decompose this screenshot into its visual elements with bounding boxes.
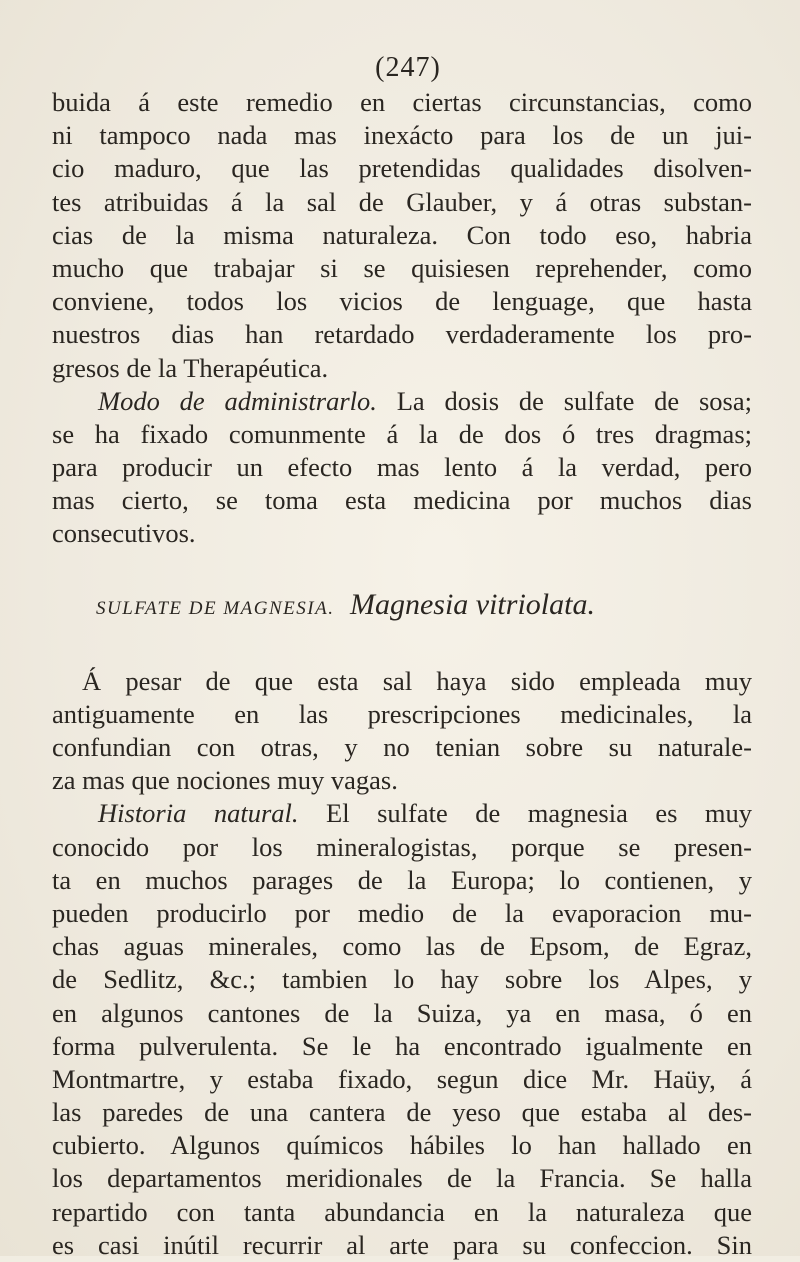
text-line: conviene, todos los vicios de lenguage, que hasta bbox=[52, 286, 752, 317]
text-line: conocido por los mineralogistas, porque se presen- bbox=[52, 831, 752, 862]
text-line: nuestros dias han retardado verdaderamente los pro- bbox=[52, 319, 752, 350]
text-line: chas aguas minerales, como las de Epsom, de Egraz, bbox=[52, 931, 752, 962]
text-line: forma pulverulenta. Se le ha encontrado igualmente en bbox=[52, 1030, 752, 1061]
section-lead: Historia natural. bbox=[98, 798, 299, 829]
text-line: las paredes de una cantera de yeso que estaba al des- bbox=[52, 1097, 752, 1128]
text-line: los departamentos meridionales de la Francia. Se halla bbox=[52, 1163, 752, 1194]
text-line: antiguamente en las prescripciones medicinales, la bbox=[52, 698, 752, 729]
heading-smallcaps: SULFATE DE MAGNESIA. bbox=[96, 597, 335, 619]
page-number: (247) bbox=[375, 52, 441, 83]
text-line: tes atribuidas á la sal de Glauber, y á otras substan- bbox=[52, 186, 752, 217]
section-lead: Modo de administrarlo. bbox=[98, 385, 377, 416]
text-line: mas cierto, se toma esta medicina por muchos dias bbox=[52, 485, 752, 516]
text-line: consecutivos. bbox=[52, 518, 196, 549]
text-line: mucho que trabajar si se quisiesen reprehender, como bbox=[52, 252, 752, 283]
text-line bbox=[52, 385, 752, 418]
text-line: cias de la misma naturaleza. Con todo eso, habria bbox=[52, 219, 752, 250]
text-line: ni tampoco nada mas inexácto para los de un jui- bbox=[52, 120, 752, 151]
text-line: Á pesar de que esta sal haya sido empleada muy bbox=[82, 665, 752, 696]
text-line: confundian con otras, y no tenian sobre su naturale- bbox=[52, 732, 752, 762]
text-run: El sulfate de magnesia es muy bbox=[326, 798, 753, 829]
text-line bbox=[52, 797, 752, 830]
text-line: es casi inútil recurrir al arte para su confeccion. Sin bbox=[52, 1229, 752, 1260]
text-line: de Sedlitz, &c.; tambien lo hay sobre los Alpes, y bbox=[52, 964, 752, 995]
text-line: buida á este remedio en ciertas circunstancias, como bbox=[52, 87, 752, 117]
heading-title: Magnesia vitriolata. bbox=[349, 587, 595, 621]
text-line: para producir un efecto mas lento á la verdad, pero bbox=[52, 452, 752, 483]
text-line: za mas que nociones muy vagas. bbox=[52, 765, 398, 796]
text-line: cio maduro, que las pretendidas qualidades disolven- bbox=[52, 153, 752, 184]
text-line: ta en muchos parages de la Europa; lo contienen, y bbox=[52, 864, 752, 895]
body-text bbox=[52, 86, 752, 1262]
text-run: La dosis de sulfate de sosa; bbox=[396, 385, 752, 416]
text-line: repartido con tanta abundancia en la naturaleza que bbox=[52, 1196, 752, 1227]
text-line: en algunos cantones de la Suiza, ya en masa, ó en bbox=[52, 997, 752, 1028]
text-line: cubierto. Algunos químicos hábiles lo han hallado en bbox=[52, 1130, 752, 1161]
text-line: pueden producirlo por medio de la evaporacion mu- bbox=[52, 897, 752, 928]
text-line: gresos de la Therapéutica. bbox=[52, 352, 329, 383]
text-line: se ha fixado comunmente á la de dos ó tres dragmas; bbox=[52, 418, 752, 449]
text-line: Montmartre, y estaba fixado, segun dice Mr. Haüy, á bbox=[52, 1063, 752, 1094]
section-heading bbox=[52, 587, 752, 623]
